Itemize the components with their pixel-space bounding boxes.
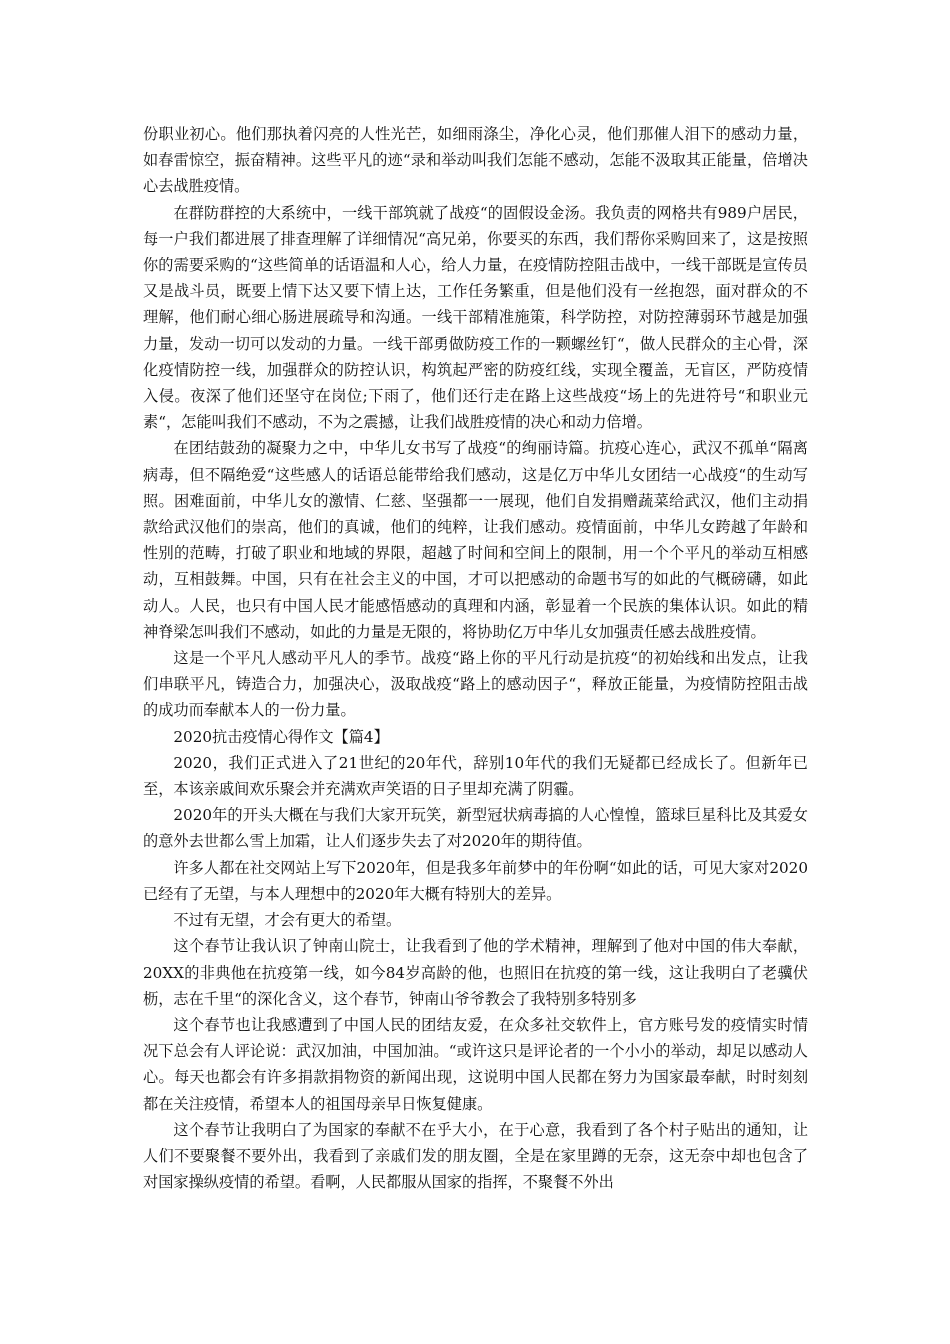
document-body <box>143 121 808 1195</box>
paragraph-4: 这是一个平凡人感动平凡人的季节。战疫“路上你的平凡行动是抗疫“的初始线和出发点，让我们串联平凡，铸造合力，加强决心，汲取战疫“路上的感动因子“，释放正能量，为疫情防控阻击战的成功而奉献本人的一份力量。 <box>143 649 808 720</box>
paragraph-3: 在团结鼓劲的凝聚力之中，中华儿女书写了战疫“的绚丽诗篇。抗疫心连心，武汉不孤单“隔离病毒，但不隔绝爱“这些感人的话语总能带给我们感动，这是亿万中华儿女团结一心战疫“的生动写照。困难面前，中华儿女的激情、仁慈、坚强都一一展现，他们自发捐赠蔬菜给武汉，他们主动捐款给武汉他们的崇高，他们的真诚，他们的纯粹，让我们感动。疫情面前，中华儿女跨越了年龄和性别的范畴，打破了职业和地域的界限，超越了时间和空间上的限制，用一个个平凡的举动互相感动，互相鼓舞。中国，只有在社会主义的中国，才可以把感动的命题书写的如此的气概磅礴，如此动人。人民，也只有中国人民才能感悟感动的真理和内涵，彰显着一个民族的集体认识。如此的精神脊梁怎叫我们不感动，如此的力量是无限的，将协助亿万中华儿女加强责任感去战胜疫情。 <box>143 439 808 641</box>
paragraph-7: 许多人都在社交网站上写下2020年，但是我多年前梦中的年份啊“如此的话，可见大家对2020已经有了无望，与本人理想中的2020年大概有特别大的差异。 <box>143 858 808 903</box>
section-heading: 2020抗击疫情心得作文【篇4】 <box>173 727 389 746</box>
paragraph-1: 份职业初心。他们那执着闪亮的人性光芒，如细雨涤尘，净化心灵，他们那催人泪下的感动力量，如春雷惊空，振奋精神。这些平凡的迹“录和举动叫我们怎能不感动，怎能不汲取其正能量，倍增决心去战胜疫情。 <box>143 125 808 196</box>
paragraph-2: 在群防群控的大系统中，一线干部筑就了战疫“的固假设金汤。我负责的网格共有989户居民，每一户我们都进展了排查理解了详细情况“高兄弟，你要买的东西，我们帮你采购回来了，这是按照你的需要采购的“这些简单的话语温和人心，给人力量，在疫情防控阻击战中，一线干部既是宣传员又是战斗员，既要上情下达又要下情上达，工作任务繁重，但是他们没有一丝抱怨，面对群众的不理解，他们耐心细心肠进展疏导和沟通。一线干部精准施策，科学防控，对防控薄弱环节越是加强力量，发动一切可以发动的力量。一线干部勇做防疫工作的一颗螺丝钉“，做人民群众的主心骨，深化疫情防控一线，加强群众的防控认识，构筑起严密的防疫红线，实现全覆盖，无盲区，严防疫情入侵。夜深了他们还坚守在岗位;下雨了，他们还行走在路上这些战疫“场上的先进符号“和职业元素“，怎能叫我们不感动，不为之震撼，让我们战胜疫情的决心和动力倍增。 <box>143 203 808 432</box>
paragraph-9: 这个春节让我认识了钟南山院士，让我看到了他的学术精神，理解到了他对中国的伟大奉献，20XX的非典他在抗疫第一线，如今84岁高龄的他，也照旧在抗疫的第一线，这让我明白了老骥伏枥，志在千里“的深化含义，这个春节，钟南山爷爷教会了我特别多特别多 <box>143 937 808 1008</box>
paragraph-10: 这个春节也让我感遭到了中国人民的团结友爱，在众多社交软件上，官方账号发的疫情实时情况下总会有人评论说：武汉加油，中国加油。“或许这只是评论者的一个小小的举动，却足以感动人心。每天也都会有许多捐款捐物资的新闻出现，这说明中国人民都在努力为国家最奉献，时时刻刻都在关注疫情，希望本人的祖国母亲早日恢复健康。 <box>143 1015 808 1113</box>
paragraph-11: 这个春节让我明白了为国家的奉献不在乎大小，在于心意，我看到了各个村子贴出的通知，让人们不要聚餐不要外出，我看到了亲戚们发的朋友圈，全是在家里蹲的无奈，这无奈中却也包含了对国家操纵疫情的希望。看啊，人民都服从国家的指挥，不聚餐不外出 <box>143 1120 808 1192</box>
paragraph-5: 2020，我们正式进入了21世纪的20年代，辞别10年代的我们无疑都已经成长了。但新年已至，本该亲戚间欢乐聚会并充满欢声笑语的日子里却充满了阴霾。 <box>143 753 808 799</box>
paragraph-8: 不过有无望，才会有更大的希望。 <box>173 911 402 930</box>
paragraph-6: 2020年的开头大概在与我们大家开玩笑，新型冠状病毒搞的人心惶惶，篮球巨星科比及其爱女的意外去世都么雪上加霜，让人们逐步失去了对2020年的期待值。 <box>143 806 808 851</box>
